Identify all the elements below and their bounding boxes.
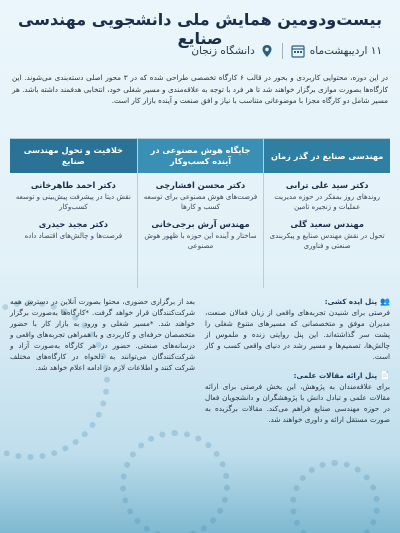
panel-text: برای علاقه‌مندان به پژوهش، این بخش فرصتی برای ارائه مقالات علمی و تبادل دانش با پژوهشگران و دانشجویان فعال در حوزه مهندسی صنایع فراهم می‌کند. مقالات برگزیده به صورت مستقل ارائه و داوری خواهند شد.: [205, 382, 390, 424]
speaker-name: دکتر مجید حیدری: [38, 219, 108, 229]
speaker-topic: روندهای روز بمفکر در حوزه مدیریت عملیات و زنجیره تامین: [274, 193, 381, 211]
workshop-column: [263, 139, 390, 288]
speaker-name: دکتر سید علی ترابی: [285, 180, 369, 190]
speaker-name: مهندس سعید گلی: [290, 219, 364, 229]
speaker-name: دکتر احمد طاهرخانی: [30, 180, 116, 190]
speaker-topic: فرصت‌ها و چالش‌های اقتصاد داده: [24, 232, 123, 240]
speaker-topic: فرصت‌های هوش مصنوعی برای توسعه کسب و کارها: [143, 193, 258, 211]
speaker: [268, 180, 386, 212]
column-header: جایگاه هوش مصنوعی در آینده کسب‌وکار: [138, 139, 264, 173]
column-header: خلاقیت و تحول مهندسی صنایع: [10, 139, 137, 173]
speaker-name: دکتر محسن افشارچی: [155, 180, 246, 190]
event-info-bar: [18, 38, 382, 64]
date-info: [291, 44, 382, 58]
panel-heading: [205, 370, 390, 381]
panel-block: [205, 370, 390, 425]
speaker: [268, 219, 386, 251]
speaker-name: مهندس آرش برجی‌خانی: [151, 219, 250, 229]
lower-section: [10, 296, 390, 526]
panel-title: پنل ارائه مقالات علمی:: [293, 371, 378, 380]
people-icon: 👥: [380, 297, 390, 306]
panel-heading: [205, 296, 390, 307]
speaker: [14, 180, 133, 212]
panel-title: پنل ایده کشی:: [324, 297, 378, 306]
panel-text: فرصتی برای شنیدن تجربه‌های واقعی از زبان فعالان صنعت، مدیران موفق و متخصصانی که مسیرهای متنوع شغلی را پشت سر گذاشته‌اند. این پنل روایتی زنده و ملموس از چالش‌ها، تصمیم‌ها و مسیر رشد در دنیای واقعی کسب و کار است.: [205, 308, 390, 361]
location-pin-icon: [260, 44, 274, 58]
panel-block: [205, 296, 390, 362]
speaker: [14, 219, 133, 241]
column-header: مهندسی صنایع در گذر زمان: [264, 139, 390, 173]
location-info: [191, 44, 273, 58]
document-icon: 📄: [380, 371, 390, 380]
page-title: بیست‌ودومین همایش ملی دانشجویی مهندسی صنایع: [18, 10, 382, 48]
notes-paragraph: بعد از برگزاری حضوری، محتوا بصورت آنلاین در دسترس همه شرکت‌کنندگان قرار خواهد گرفت. *کارگاه‌ها به‌صورت برگزار خواهند شد. *مسیر شغلی و ورود به بازار کار با حضور متخصصان حرفه‌ای و کاربردی و با همراهی تجربه‌های واقعی و درسانه‌های صنعتی. حضور در هر کارگاه به‌صورت آزاد و شرکت‌کنندگان می‌توانند به دلخواه در کارگاه‌های مختلف شرکت کنند و اطلاعات لازم در ادامه اعلام خواهد شد.: [10, 297, 195, 372]
panels-description: [205, 296, 390, 526]
divider: [282, 43, 283, 59]
speaker: [142, 219, 260, 251]
intro-paragraph: در این دوره، محتوایی کاربردی و بحور در قالب ۶ کارگاه تخصصی طراحی شده که در ۳ محور اصلی دسته‌بندی می‌شوند. این کارگاه‌ها بصورت موازی برگزار خواهند شد تا هر فرد با توجه به علاقه‌مندی و مسیر شغلی خود، انتخابی هدفمند داشته باشد. هر مسیر شامل دو کارگاه مجزا با موضوعاتی متناسب با نیاز و افق صنعت و آینده بازار کار است.: [12, 73, 388, 105]
event-date: ۱۱ اردیبهشت‌ماه: [309, 45, 382, 57]
speaker-topic: تحول در نقش مهندس صنایع و پیکربندی صنعتی و فناوری: [269, 232, 385, 250]
speaker-topic: نقش دیتا در پیشرفت پیش‌بینی و توسعه کسب‌وکار: [15, 193, 131, 211]
workshop-table: [10, 138, 390, 288]
workshop-column: [10, 139, 137, 288]
speaker: [142, 180, 260, 212]
event-location: دانشگاه زنجان: [191, 45, 255, 57]
calendar-icon: [291, 44, 305, 58]
speaker-topic: ساختار و آینده این حوزه با ظهور هوش مصنوعی: [144, 232, 257, 250]
workshop-column: [137, 139, 264, 288]
